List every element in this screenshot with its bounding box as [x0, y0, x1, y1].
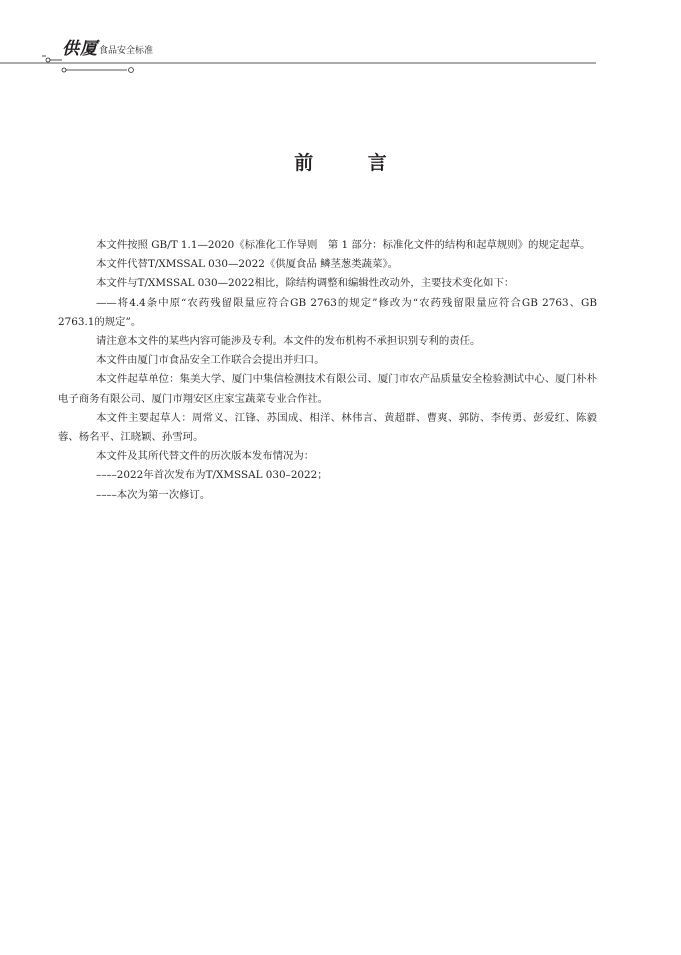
logo-text: 供厦: [62, 39, 98, 59]
paragraph: 本文件及其所代替文件的历次版本发布情况为：: [96, 450, 315, 463]
paragraph: ——将4.4条中原“农药残留限量应符合GB 2763的规定”修改为“农药残留限量应符合GB 2763、GB 2763.1的规定”。: [58, 296, 597, 328]
page-header: [0, 0, 681, 80]
page-title: 前 言: [294, 152, 411, 174]
header-decoration: [0, 0, 681, 80]
paragraph: 本文件代替T/XMSSAL 030—2022《供厦食品 鳞茎葱类蔬菜》。: [96, 258, 399, 271]
header-subtitle: 食品安全标准: [99, 46, 154, 56]
paragraph: 请注意本文件的某些内容可能涉及专利。本文件的发布机构不承担识别专利的责任。: [96, 335, 481, 348]
paragraph: 本文件与T/XMSSAL 030—2022相比，除结构调整和编辑性改动外，主要技术变化如下：: [96, 277, 515, 290]
foreword-body: [58, 236, 597, 505]
paragraph: 本文件起草单位：集美大学、厦门中集信检测技术有限公司、厦门市农产品质量安全检验测试中心、厦门朴朴电子商务有限公司、厦门市翔安区庄家宝蔬菜专业合作社。: [58, 373, 597, 405]
paragraph: ––––2022年首次发布为T/XMSSAL 030–2022；: [96, 469, 328, 482]
paragraph: 本文件主要起草人：周常义、江锋、苏国成、相洋、林伟言、黄超群、曹爽、郭防、李传勇、彭爱红、陈毅蓉、杨名平、江晓颖、孙雪珂。: [58, 411, 597, 444]
paragraph: ––––本次为第一次修订。: [96, 488, 211, 501]
paragraph: 本文件按照 GB/T 1.1—2020《标准化工作导则 第 1 部分：标准化文件的结构和起草规则》的规定起草。: [96, 239, 591, 251]
paragraph: 本文件由厦门市食品安全工作联合会提出并归口。: [96, 354, 325, 367]
